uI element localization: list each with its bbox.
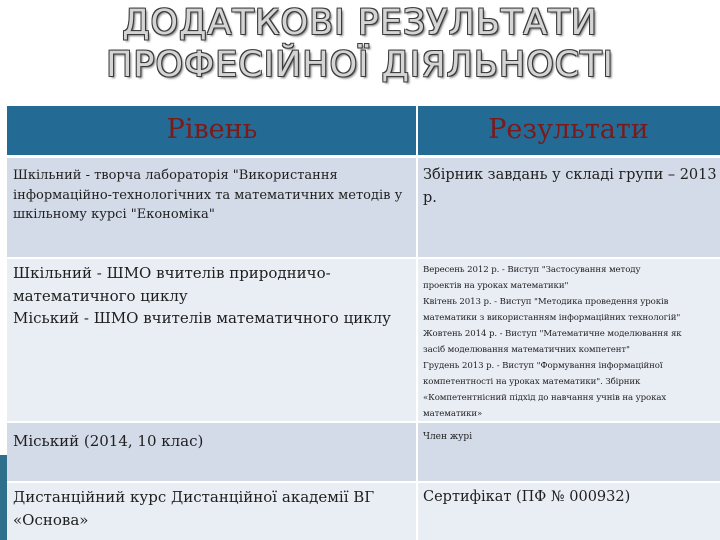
- row-2-result-line-2: проектів на уроках математики": [423, 281, 569, 291]
- row-2-result-line-4: математики з використанням інформаційних технологій": [423, 313, 681, 323]
- table-row-2-level: [7, 258, 417, 422]
- row-2-result-line-5: Жовтень 2014 р. - Виступ "Математичне моделювання як: [423, 329, 682, 339]
- row-1-level-line-1: Шкільний - творча лабораторія "Використання: [13, 168, 338, 183]
- row-divider-1: [7, 257, 720, 259]
- row-4-level-line-2: «Основа»: [13, 510, 89, 529]
- row-2-result-line-7: Грудень 2013 р. - Виступ "Формування інформаційної: [423, 361, 663, 371]
- column-divider: [416, 106, 418, 540]
- row-4-level-line-1: Дистанційний курс Дистанційної академії ВГ: [13, 488, 375, 506]
- row-1-level-line-3: шкільному курсі "Економіка": [13, 207, 215, 222]
- left-accent-bar: [0, 455, 7, 540]
- table-row-4-result: [417, 482, 720, 540]
- table-row-3-level: [7, 422, 417, 482]
- row-2-result-line-3: Квітень 2013 р. - Виступ "Методика проведення уроків: [423, 297, 669, 307]
- title-line-1: ДОДАТКОВІ РЕЗУЛЬТАТИ: [122, 3, 598, 43]
- table-row-1-level: [7, 158, 417, 258]
- table-row-2-result: [417, 258, 720, 422]
- title-line-2: ПРОФЕСІЙНОЇ ДІЯЛЬНОСТІ: [106, 45, 614, 85]
- row-1-result-line-1: Збірник завдань у складі групи – 2013 р.: [423, 167, 717, 206]
- row-2-level-line-3: Міський - ШМО вчителів математичного циклу: [13, 309, 391, 327]
- row-divider-3: [7, 481, 720, 483]
- results-table: [7, 106, 720, 540]
- slide-title: [0, 0, 720, 100]
- header-results: [417, 106, 720, 158]
- table-row-4-level: [7, 482, 417, 540]
- row-2-result-line-1: Вересень 2012 р. - Виступ "Застосування методу: [423, 265, 641, 275]
- row-2-level-line-1: Шкільний - ШМО вчителів природничо-: [13, 264, 331, 282]
- row-1-level-line-2: інформаційно-технологічних та математичних методів у: [13, 187, 403, 203]
- table-row-1-result: [417, 158, 720, 258]
- header-level-label: Рівень: [166, 114, 258, 145]
- row-2-result-line-8: компетентності на уроках математики". Збірник: [423, 377, 641, 387]
- row-3-result-line-1: Член журі: [423, 432, 473, 442]
- header-level: [7, 106, 417, 158]
- row-2-level-line-2: математичного циклу: [13, 286, 188, 305]
- row-2-result-line-9: «Компетентнісний підхід до навчання учнів на уроках: [423, 393, 667, 403]
- table-row-3-result: [417, 422, 720, 482]
- row-2-result-line-6: засіб моделювання математичних компетент": [423, 345, 630, 355]
- row-divider-2: [7, 421, 720, 423]
- header-results-label: Результати: [488, 114, 649, 145]
- row-2-result-line-10: математики»: [423, 409, 483, 419]
- row-3-level-line-1: Міський (2014, 10 клас): [13, 432, 204, 450]
- row-4-result-line-1: Сертифікат (ПФ № 000932): [423, 489, 631, 505]
